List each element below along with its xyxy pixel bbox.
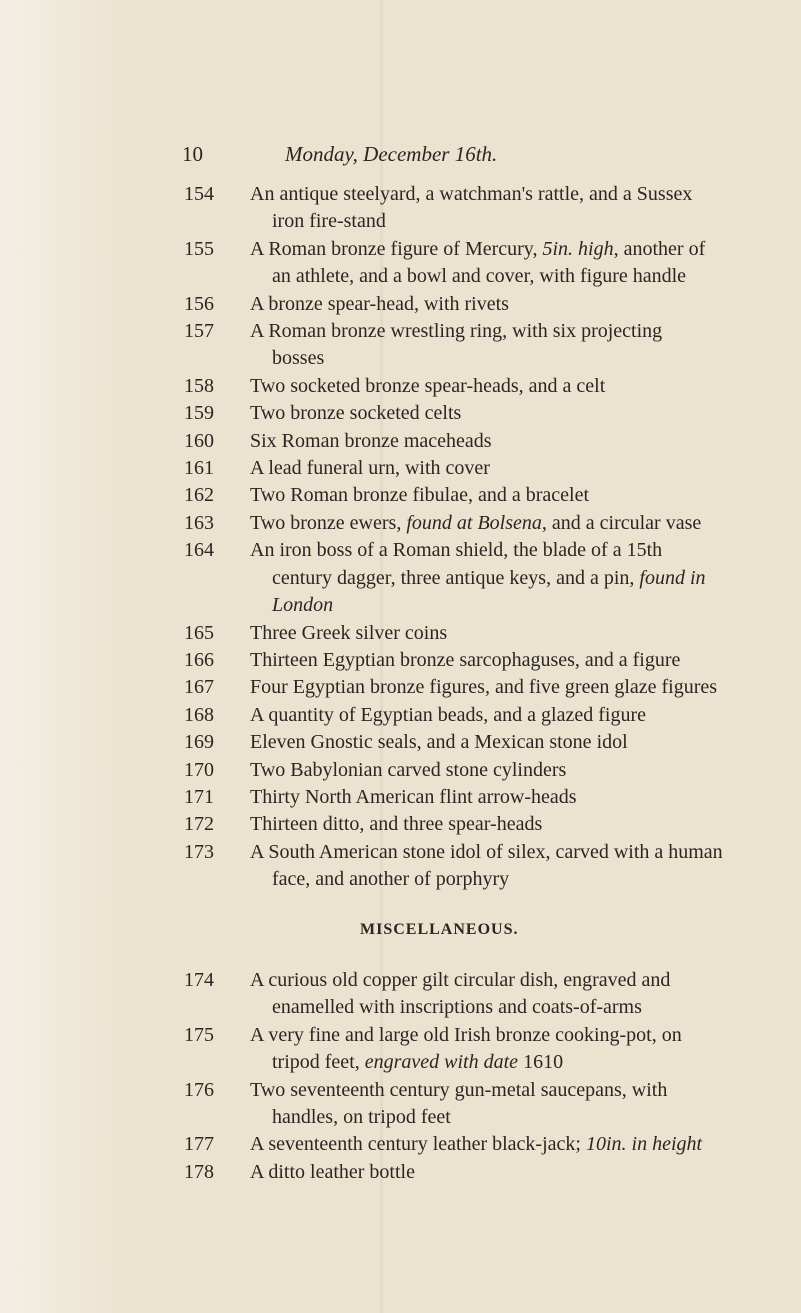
- lot-description: [250, 400, 760, 427]
- lot-description: [250, 1077, 760, 1132]
- lot-entry: [160, 620, 760, 647]
- lot-number: 161: [184, 457, 214, 480]
- text-run: Two Babylonian carved stone cylinders: [250, 758, 567, 781]
- lots-section-miscellaneous: [160, 967, 760, 1186]
- lot-number: 169: [184, 731, 214, 754]
- lot-number: 171: [184, 785, 214, 808]
- lot-number: 176: [184, 1078, 214, 1101]
- description-line: [250, 455, 760, 482]
- description-line: [250, 839, 760, 866]
- description-line: [250, 1077, 760, 1104]
- text-run: iron fire-stand: [272, 210, 386, 233]
- description-line: [250, 345, 760, 372]
- description-line: [250, 592, 760, 619]
- lot-description: [250, 1159, 760, 1186]
- lot-description: [250, 784, 760, 811]
- lot-number: 160: [184, 429, 214, 452]
- description-line: [250, 291, 760, 318]
- description-line: [250, 620, 760, 647]
- text-run: Four Egyptian bronze figures, and five green glaze figures: [250, 676, 718, 699]
- lot-entry: [160, 1022, 760, 1077]
- lot-entry: [160, 839, 760, 894]
- lot-entry: [160, 400, 760, 427]
- lot-entry: [160, 1131, 760, 1158]
- lot-entry: [160, 291, 760, 318]
- lot-description: [250, 482, 760, 509]
- lot-description: [250, 620, 760, 647]
- description-line: [250, 565, 760, 592]
- lot-description: [250, 455, 760, 482]
- lot-entry: [160, 784, 760, 811]
- text-run: Three Greek silver coins: [250, 621, 448, 644]
- text-run: A bronze spear-head, with rivets: [250, 292, 509, 315]
- description-line: [250, 1022, 760, 1049]
- description-line: [250, 1049, 760, 1076]
- lot-number: 172: [184, 813, 214, 836]
- text-run: London: [272, 594, 334, 617]
- lot-description: [250, 757, 760, 784]
- text-run: Two socketed bronze spear-heads, and a celt: [250, 374, 606, 397]
- description-line: [250, 428, 760, 455]
- lot-description: [250, 181, 760, 236]
- description-line: [250, 1131, 760, 1158]
- text-run: , and a circular vase: [541, 511, 702, 534]
- lot-number: 168: [184, 703, 214, 726]
- lot-number: 155: [184, 237, 214, 260]
- text-run: Two bronze ewers,: [250, 511, 407, 534]
- text-run: A Roman bronze wrestling ring, with six projecting: [250, 320, 663, 343]
- lot-description: [250, 428, 760, 455]
- lot-number: 178: [184, 1160, 214, 1183]
- lot-entry: [160, 482, 760, 509]
- lot-description: [250, 729, 760, 756]
- lot-description: [250, 702, 760, 729]
- lot-number: 173: [184, 840, 214, 863]
- lot-entry: [160, 811, 760, 838]
- text-run: Two bronze socketed celts: [250, 402, 462, 425]
- lot-entry: [160, 647, 760, 674]
- page-margin: [0, 0, 130, 1313]
- description-line: [250, 1159, 760, 1186]
- text-run: , another of: [613, 237, 706, 260]
- lot-number: 165: [184, 621, 214, 644]
- description-line: [250, 373, 760, 400]
- lot-number: 170: [184, 758, 214, 781]
- lot-entry: [160, 537, 760, 619]
- description-line: [250, 482, 760, 509]
- lot-number: 177: [184, 1133, 214, 1156]
- lot-number: 158: [184, 374, 214, 397]
- lot-description: [250, 647, 760, 674]
- text-run: handles, on tripod feet: [272, 1106, 451, 1128]
- lot-entry: [160, 428, 760, 455]
- description-line: [250, 702, 760, 729]
- description-line: [250, 1104, 760, 1131]
- lot-entry: [160, 1077, 760, 1132]
- text-run: An iron boss of a Roman shield, the blade of a 15th: [250, 539, 663, 562]
- description-line: [250, 263, 760, 290]
- lot-number: 154: [184, 183, 214, 205]
- text-run: Two seventeenth century gun-metal saucepans, with: [250, 1078, 668, 1101]
- lot-number: 163: [184, 511, 214, 534]
- text-run: bosses: [272, 347, 325, 370]
- text-run: face, and another of porphyry: [272, 868, 510, 891]
- description-line: [250, 811, 760, 838]
- text-run: Thirteen Egyptian bronze sarcophaguses, and a figure: [250, 648, 681, 671]
- section-heading-miscellaneous: MISCELLANEOUS.: [360, 920, 519, 938]
- description-line: [250, 537, 760, 564]
- text-run: A lead funeral urn, with cover: [250, 457, 490, 480]
- text-run: A curious old copper gilt circular dish, engraved and: [250, 968, 671, 991]
- description-line: [250, 510, 760, 537]
- text-run: A very fine and large old Irish bronze cooking-pot, on: [250, 1023, 682, 1046]
- lot-entry: [160, 729, 760, 756]
- text-run: A quantity of Egyptian beads, and a glazed figure: [250, 703, 646, 726]
- lot-description: [250, 1022, 760, 1077]
- description-line: [250, 236, 760, 263]
- page-number: 10: [182, 142, 203, 166]
- text-run: Two Roman bronze fibulae, and a bracelet: [250, 484, 590, 507]
- lot-number: 162: [184, 484, 214, 507]
- text-run: A Roman bronze figure of Mercury,: [250, 237, 543, 260]
- lot-description: [250, 537, 760, 619]
- lot-entry: [160, 702, 760, 729]
- lot-description: [250, 236, 760, 291]
- lot-entry: [160, 236, 760, 291]
- text-run: engraved with date: [364, 1051, 519, 1074]
- lot-description: [250, 967, 760, 1022]
- description-line: [250, 784, 760, 811]
- lot-entry: [160, 674, 760, 701]
- lot-entry: [160, 318, 760, 373]
- lot-description: [250, 373, 760, 400]
- text-run: Thirteen ditto, and three spear-heads: [250, 813, 543, 836]
- lot-entry: [160, 181, 760, 236]
- description-line: [250, 729, 760, 756]
- description-line: [250, 318, 760, 345]
- lots-section-antiquities: [160, 181, 760, 894]
- lot-entry: [160, 967, 760, 1022]
- lot-number: 156: [184, 292, 214, 315]
- lot-description: [250, 839, 760, 894]
- text-run: Six Roman bronze maceheads: [250, 429, 492, 452]
- lot-description: [250, 318, 760, 373]
- description-line: [250, 866, 760, 893]
- lot-description: [250, 510, 760, 537]
- text-run: found at Bolsena: [406, 511, 542, 534]
- description-line: [250, 400, 760, 427]
- text-run: Thirty North American flint arrow-heads: [250, 785, 577, 808]
- lot-number: 164: [184, 539, 214, 562]
- text-run: Eleven Gnostic seals, and a Mexican stone idol: [250, 731, 628, 754]
- lot-number: 159: [184, 402, 214, 425]
- lot-description: [250, 291, 760, 318]
- text-run: 5in. high: [542, 237, 614, 260]
- lot-list: [160, 181, 760, 1186]
- text-run: A seventeenth century leather black-jack;: [250, 1133, 586, 1156]
- sale-date-heading: Monday, December 16th.: [285, 142, 498, 166]
- text-run: enamelled with inscriptions and coats-of-arms: [272, 996, 642, 1019]
- lot-entry: [160, 455, 760, 482]
- text-run: 1610: [518, 1051, 564, 1074]
- text-run: A ditto leather bottle: [250, 1160, 415, 1183]
- description-line: [250, 674, 760, 701]
- text-run: tripod feet,: [272, 1051, 365, 1074]
- lot-number: 174: [184, 968, 214, 991]
- lot-description: [250, 674, 760, 701]
- lot-entry: [160, 1159, 760, 1186]
- lot-number: 166: [184, 648, 214, 671]
- description-line: [250, 181, 760, 208]
- lot-entry: [160, 510, 760, 537]
- lot-number: 175: [184, 1023, 214, 1046]
- text-run: 10in. in height: [585, 1133, 703, 1156]
- lot-entry: [160, 373, 760, 400]
- text-run: An antique steelyard, a watchman's rattle, and a Sussex: [250, 183, 693, 205]
- lot-description: [250, 1131, 760, 1158]
- lot-number: 157: [184, 320, 214, 343]
- text-run: A South American stone idol of silex, carved with a human: [250, 840, 723, 863]
- text-run: found in: [639, 566, 706, 589]
- text-run: an athlete, and a bowl and cover, with figure handle: [272, 265, 687, 288]
- lot-number: 167: [184, 676, 214, 699]
- description-line: [250, 647, 760, 674]
- lot-entry: [160, 757, 760, 784]
- description-line: [250, 208, 760, 235]
- text-run: century dagger, three antique keys, and a pin,: [272, 566, 640, 589]
- description-line: [250, 967, 760, 994]
- description-line: [250, 757, 760, 784]
- lot-description: [250, 811, 760, 838]
- description-line: [250, 994, 760, 1021]
